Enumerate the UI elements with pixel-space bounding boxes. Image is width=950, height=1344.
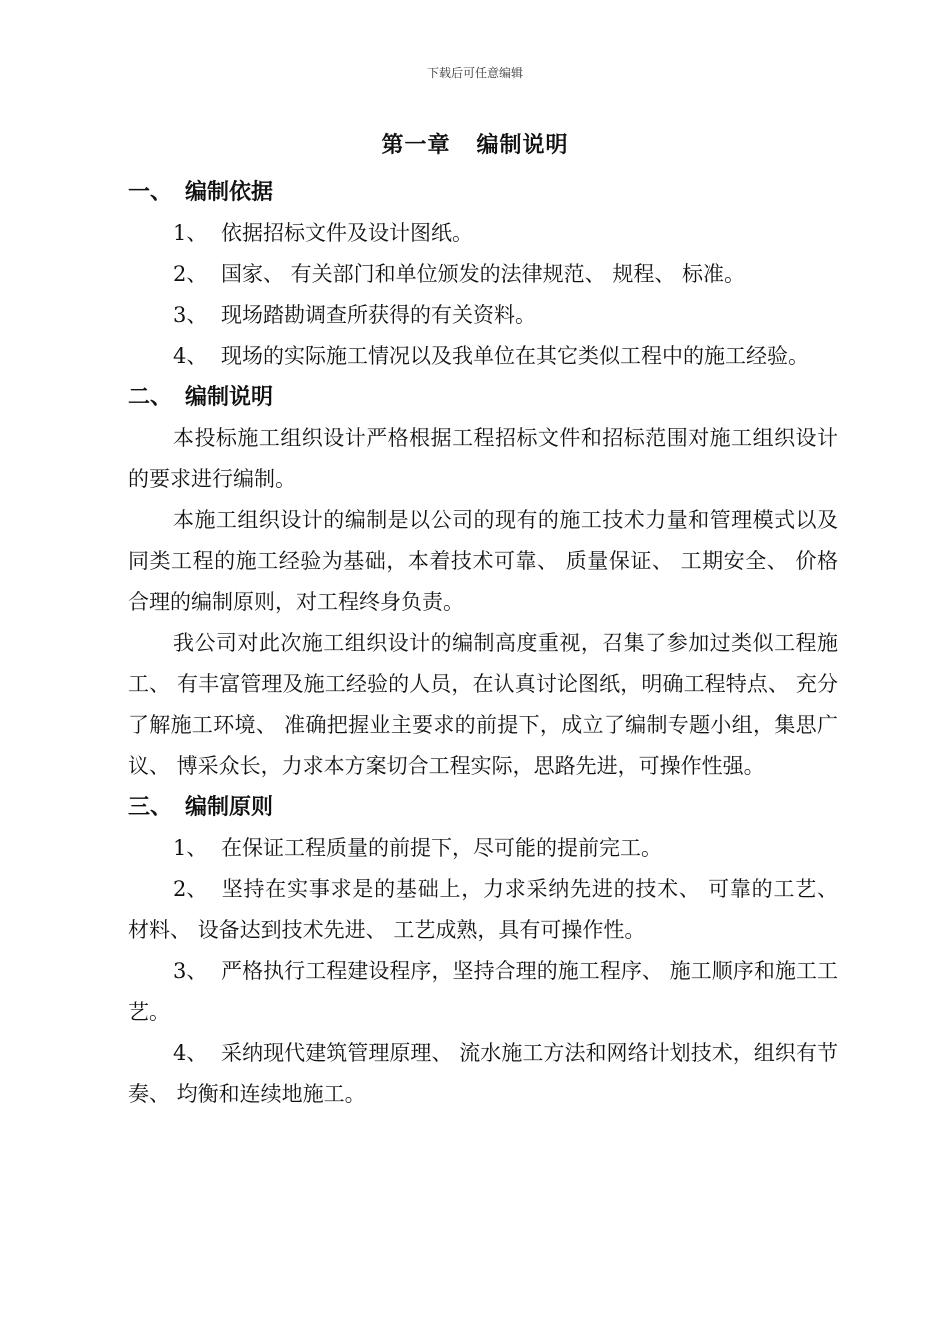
- list-item: [128, 1033, 838, 1115]
- section-number: 一、: [128, 180, 173, 205]
- item-index: 1、: [173, 221, 208, 245]
- list-item: [128, 828, 838, 869]
- list-item: [128, 869, 838, 951]
- item-index: 1、: [173, 836, 208, 860]
- item-index: 3、: [173, 959, 208, 983]
- chapter-title-text: 编制说明: [476, 133, 569, 158]
- list-item: [128, 254, 838, 295]
- section-heading-basis: [128, 172, 838, 213]
- item-text: 严格执行工程建设程序，坚持合理的施工程序、 施工顺序和施工工艺。: [128, 959, 838, 1024]
- header-note: 下载后可任意编辑: [426, 66, 523, 80]
- item-index: 4、: [173, 344, 208, 368]
- chapter-label: 第一章: [381, 133, 451, 158]
- document-body: [128, 172, 838, 1115]
- list-item: [128, 336, 838, 377]
- body-paragraph: 本施工组织设计的编制是以公司的现有的施工技术力量和管理模式以及同类工程的施工经验为基础，本着技术可靠、 质量保证、 工期安全、 价格合理的编制原则，对工程终身负责。: [128, 508, 838, 614]
- item-text: 现场的实际施工情况以及我单位在其它类似工程中的施工经验。: [221, 344, 809, 368]
- chapter-title: [0, 128, 950, 159]
- section-title: 编制原则: [185, 795, 274, 820]
- item-index: 4、: [173, 1041, 208, 1065]
- item-text: 坚持在实事求是的基础上，力求采纳先进的技术、 可靠的工艺、 材料、 设备达到技术先进、 工艺成熟，具有可操作性。: [128, 877, 838, 942]
- body-paragraph: 我公司对此次施工组织设计的编制高度重视，召集了参加过类似工程施工、 有丰富管理及施工经验的人员，在认真讨论图纸，明确工程特点、 充分了解施工环境、 准确把握业主要求的前提下，成立了编制专题小组，集思广议、 博采众长，力求本方案切合工程实际，思路先进，可操作性强。: [128, 631, 838, 778]
- body-paragraph: 本投标施工组织设计严格根据工程招标文件和招标范围对施工组织设计的要求进行编制。: [128, 426, 838, 491]
- section-number: 三、: [128, 795, 173, 820]
- section-number: 二、: [128, 385, 173, 410]
- list-item: [128, 213, 838, 254]
- section-title: 编制说明: [185, 385, 274, 410]
- section-title: 编制依据: [185, 180, 274, 205]
- item-index: 3、: [173, 303, 208, 327]
- section-heading-explanation: [128, 377, 838, 418]
- list-item: [128, 295, 838, 336]
- section-heading-principles: [128, 787, 838, 828]
- list-item: [128, 951, 838, 1033]
- item-text: 采纳现代建筑管理原理、 流水施工方法和网络计划技术，组织有节奏、 均衡和连续地施工。: [128, 1041, 838, 1106]
- item-index: 2、: [173, 877, 208, 901]
- item-text: 国家、 有关部门和单位颁发的法律规范、 规程、 标准。: [221, 262, 746, 286]
- item-text: 现场踏勘调查所获得的有关资料。: [221, 303, 536, 327]
- item-index: 2、: [173, 262, 208, 286]
- item-text: 在保证工程质量的前提下，尽可能的提前完工。: [221, 836, 662, 860]
- item-text: 依据招标文件及设计图纸。: [221, 221, 473, 245]
